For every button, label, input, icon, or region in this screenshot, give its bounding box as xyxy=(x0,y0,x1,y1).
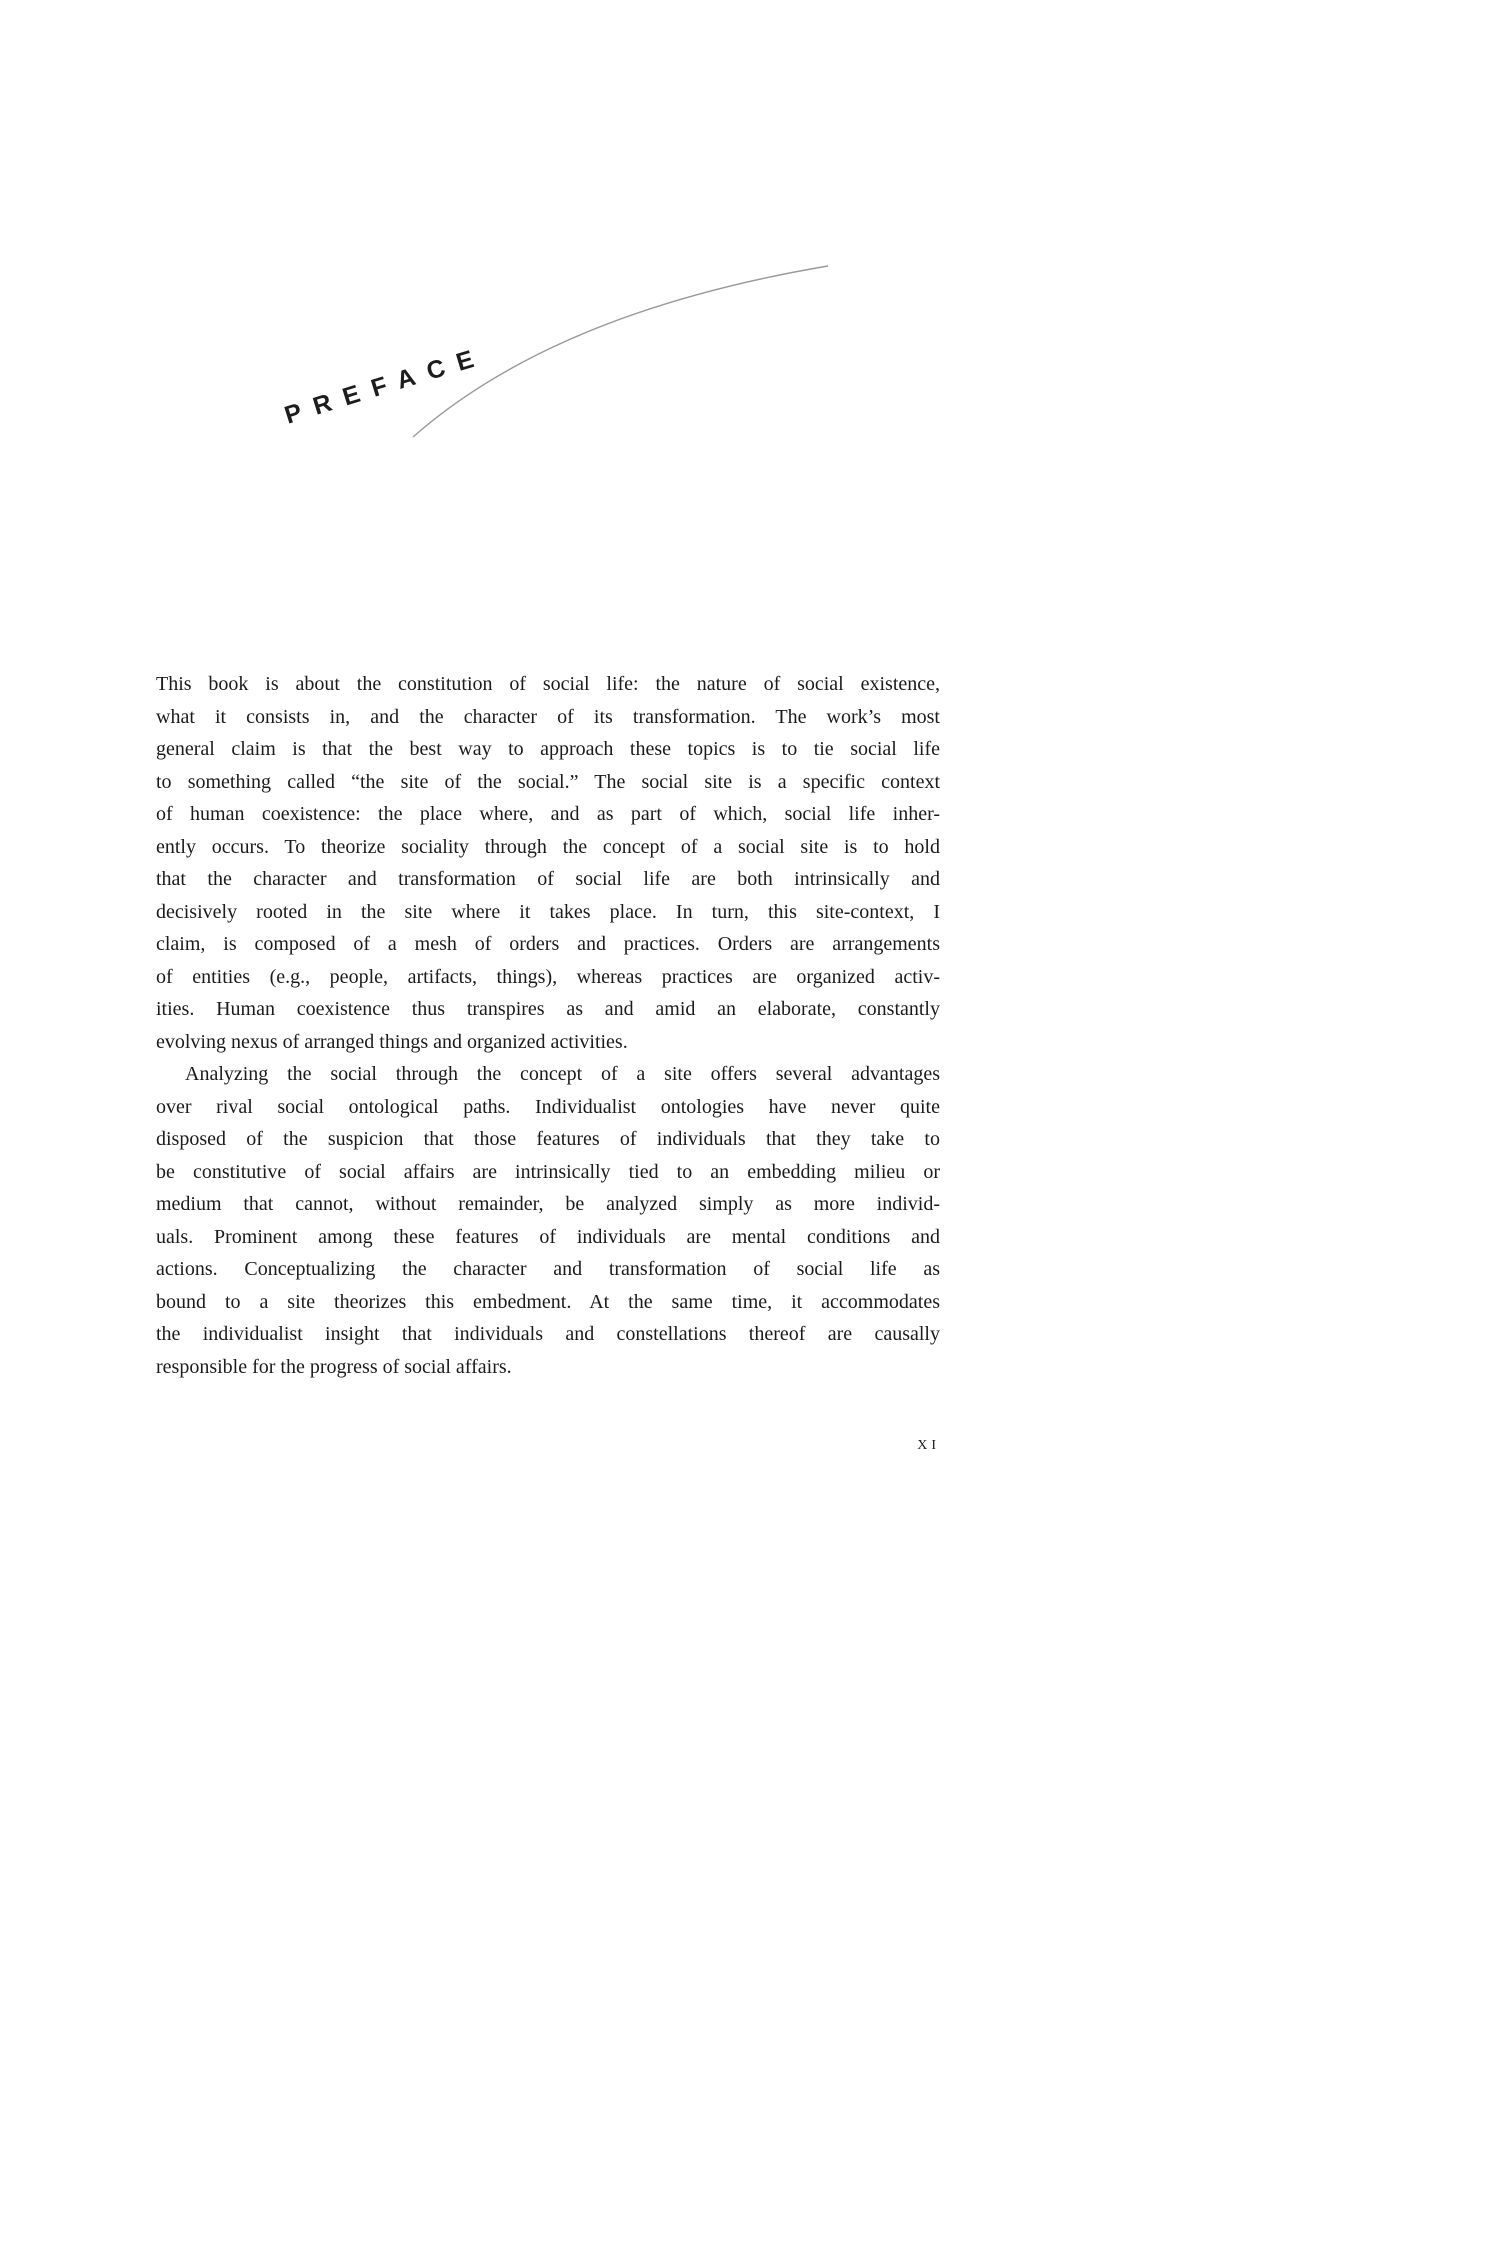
preface-heading: PREFACE xyxy=(281,341,490,430)
text-line: medium that cannot, without remainder, be analyzed simply as more individ- xyxy=(156,1193,940,1215)
text-line: This book is about the constitution of social life: the nature of social existence, xyxy=(156,673,940,695)
text-line: decisively rooted in the site where it takes place. In turn, this site-context, I xyxy=(156,900,940,923)
text-line: general claim is that the best way to approach these topics is to tie social life xyxy=(156,738,940,760)
text-line: of entities (e.g., people, artifacts, things), whereas practices are organized activ- xyxy=(156,965,940,988)
paragraph xyxy=(156,668,940,1058)
text-line: actions. Conceptualizing the character and transformation of social life as xyxy=(156,1258,940,1280)
page-number: XI xyxy=(917,1438,940,1453)
text-line: uals. Prominent among these features of individuals are mental conditions and xyxy=(156,1225,940,1248)
preface-heading-decoration xyxy=(0,0,1510,520)
text-line: to something called “the site of the social.” The social site is a specific context xyxy=(156,770,940,793)
text-line: of human coexistence: the place where, and as part of which, social life inher- xyxy=(156,803,940,825)
text-line: bound to a site theorizes this embedment. At the same time, it accommodates xyxy=(156,1290,940,1313)
text-line: Analyzing the social through the concept of a site offers several advantages xyxy=(185,1063,940,1085)
svg-text:PREFACE xyxy=(281,342,489,430)
text-line: that the character and transformation of social life are both intrinsically and xyxy=(156,868,940,890)
paragraph xyxy=(156,1058,940,1383)
text-line: over rival social ontological paths. Individualist ontologies have never quite xyxy=(156,1095,940,1118)
text-line: the individualist insight that individuals and constellations thereof are causally xyxy=(156,1323,940,1345)
preface-body xyxy=(156,668,940,1383)
text-line: evolving nexus of arranged things and organized activities. xyxy=(156,1030,628,1053)
text-line: responsible for the progress of social affairs. xyxy=(156,1355,512,1378)
text-line: be constitutive of social affairs are intrinsically tied to an embedding milieu or xyxy=(156,1160,940,1183)
text-line: ities. Human coexistence thus transpires as and amid an elaborate, constantly xyxy=(156,998,940,1020)
text-line: ently occurs. To theorize sociality through the concept of a social site is to hold xyxy=(156,835,940,858)
text-line: disposed of the suspicion that those features of individuals that they take to xyxy=(156,1128,940,1150)
text-line: what it consists in, and the character of its transformation. The work’s most xyxy=(156,705,940,728)
text-line: claim, is composed of a mesh of orders and practices. Orders are arrangements xyxy=(156,933,940,955)
